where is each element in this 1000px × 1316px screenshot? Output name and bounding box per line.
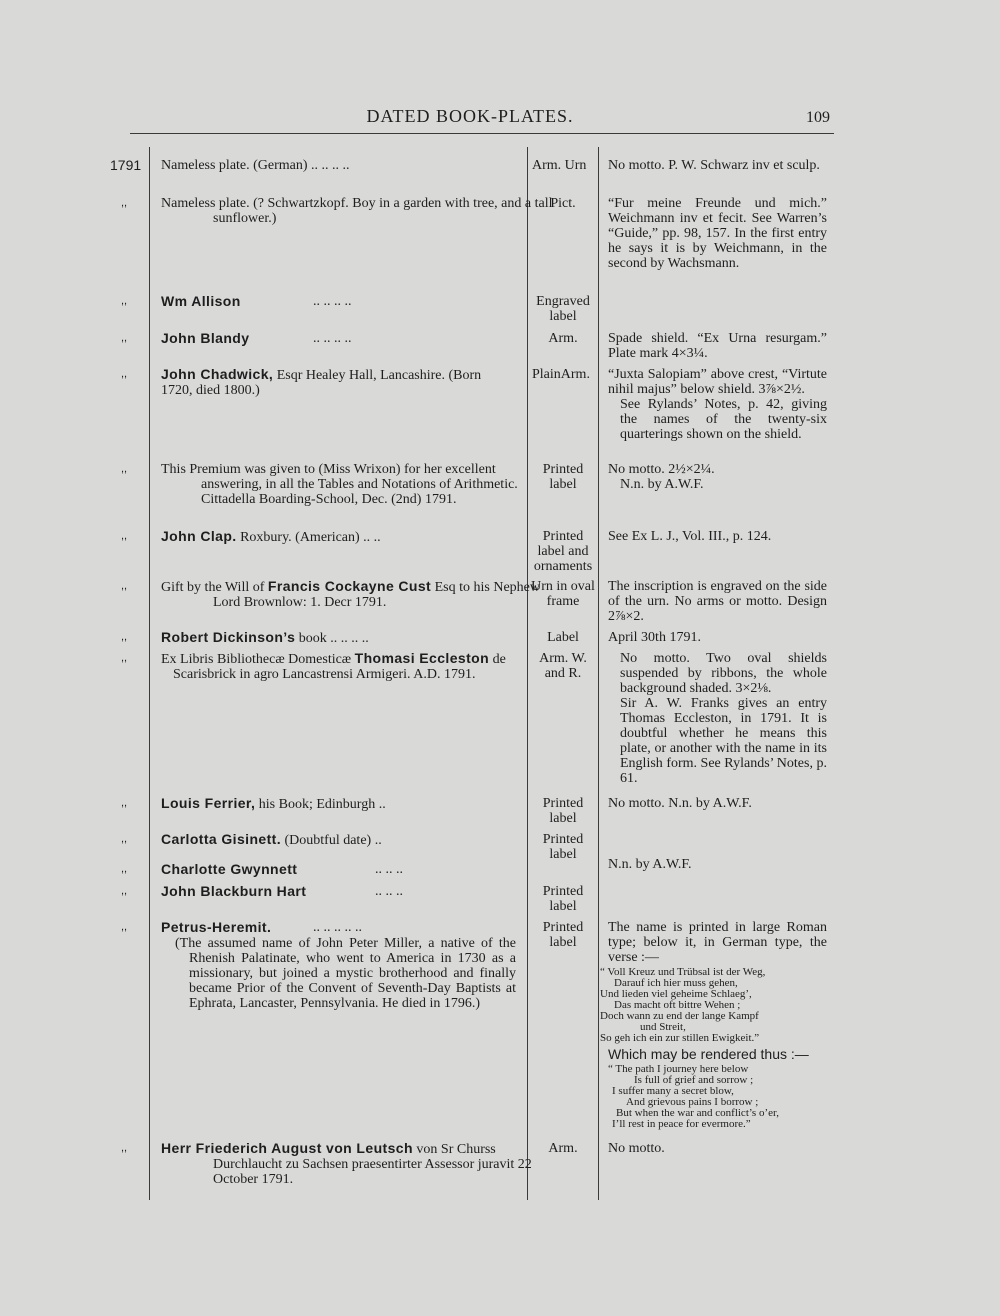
entry-detail: (The assumed name of John Peter Miller, a native of the Rhenish Palatinate, who went to America in 1730 as a missionary, but joined a mystic brotherhood and finally became Prior of the Convent of Seventh-Day Baptists at Ephrata, Lancaster, Pennsylvania. He died in 1796.) — [175, 936, 516, 1011]
leader-dots: .. .. .. .. — [313, 294, 352, 309]
german-verse — [600, 967, 827, 1044]
entry-notes: N.n. by A.W.F. — [608, 857, 692, 872]
entry-style: Printed label and ornaments — [533, 529, 593, 574]
entry-description — [161, 651, 528, 682]
ditto-mark: ,, — [121, 295, 128, 307]
verse-line: I’ll rest in peace for evermore.” — [612, 1118, 751, 1130]
entry-style: Printed label — [542, 796, 584, 826]
page-number: 109 — [806, 109, 830, 126]
entry-detail: book .. .. .. .. — [298, 631, 369, 646]
ditto-mark: ,, — [121, 921, 128, 933]
entry-notes: No motto. P. W. Schwarz inv et sculp. — [608, 158, 820, 173]
entry-description: Nameless plate. (? Schwartzkopf. Boy in a garden with tree, and a tall sunflower.) — [161, 196, 553, 226]
entry-style: Arm. W. and R. — [539, 651, 587, 681]
entry-description — [161, 331, 516, 347]
ditto-mark: ,, — [121, 1142, 128, 1154]
column-rule-3 — [598, 147, 599, 1200]
running-title: DATED BOOK-PLATES. — [366, 106, 574, 126]
verse-line: Is full of grief and sorrow ; — [634, 1074, 754, 1086]
entry-style: Printed label — [542, 462, 584, 492]
entry-notes: See Ex L. J., Vol. III., p. 124. — [608, 529, 772, 544]
owner-name: Charlotte Gwynnett — [161, 861, 298, 877]
owner-name: Robert Dickinson’s — [161, 629, 296, 645]
entry-description — [161, 832, 516, 848]
entry-notes — [608, 367, 827, 442]
verse-line: Und lieden viel geheime Schlaeg’, — [600, 988, 752, 1000]
verse-line: I suffer many a secret blow, — [612, 1085, 734, 1097]
entry-notes — [608, 651, 827, 786]
ditto-mark: ,, — [121, 332, 128, 344]
verse-line: Doch wann zu end der lange Kampf — [600, 1010, 759, 1022]
owner-name: Francis Cockayne Cust — [267, 578, 432, 594]
verse-line: And grievous pains I borrow ; — [626, 1096, 759, 1108]
entry-style: Printed label — [542, 884, 584, 914]
entry-style: Printed label — [542, 920, 584, 950]
entry-prefix: Ex Libris Bibliothecæ Domesticæ — [161, 652, 352, 667]
entry-style: Pict. — [550, 196, 576, 211]
entry-detail: (Doubtful date) .. — [284, 833, 382, 848]
entry-description: This Premium was given to (Miss Wrixon) for her excellent answering, in all the Tables and Notations of Arithmetic. Cittadella Boarding-School, Dec. (2nd) 1791. — [161, 462, 518, 507]
owner-name: Louis Ferrier, — [161, 795, 256, 811]
entry-description — [161, 579, 568, 610]
entry-notes: The inscription is engraved on the side of the urn. No arms or motto. Design 2⅞×2. — [608, 579, 827, 624]
verse-line: “ Voll Kreuz und Trübsal ist der Weg, — [600, 966, 766, 978]
notes-line: Sir A. W. Franks gives an entry Thomas Eccleston, in 1791. It is doubtful whether he means this plate, or another with the name in its English form. See Rylands’ Notes, p. 61. — [620, 696, 827, 786]
entry-notes: “Fur meine Freunde und mich.” Weichmann inv et fecit. See Warren’s “Guide,” pp. 98, 157. In the first entry he says it is by Weichmann, in the second by Wachsmann. — [608, 196, 827, 271]
owner-name: John Blackburn Hart — [161, 883, 307, 899]
leader-dots: .. .. .. — [375, 862, 403, 877]
owner-name: John Blandy — [161, 330, 250, 346]
ditto-mark: ,, — [121, 580, 128, 592]
ditto-mark: ,, — [121, 885, 128, 897]
entry-description — [161, 1141, 568, 1187]
entry-style: Printed label — [542, 832, 584, 862]
entry-notes — [608, 462, 827, 492]
entry-style: Engraved label — [536, 294, 590, 324]
entry-style: PlainArm. — [532, 367, 590, 382]
verse-line: So geh ich ein zur stillen Ewigkeit.” — [600, 1032, 760, 1044]
notes-line: The name is printed in large Roman type; below it, in German type, the verse :— — [608, 920, 827, 965]
entry-notes: April 30th 1791. — [608, 630, 701, 645]
verse-line: “ The path I journey here below — [608, 1063, 749, 1075]
ditto-mark: ,, — [121, 197, 128, 209]
entry-detail: Esqr Healey Hall, Lancashire. (Born 1720, died 1800.) — [161, 368, 482, 398]
entry-style: Arm. — [548, 1141, 578, 1156]
ditto-mark: ,, — [121, 368, 128, 380]
entry-detail: Esq to his Nephew Lord Brownlow: 1. Decr 1791. — [213, 580, 541, 610]
owner-name: Thomasi Eccleston — [354, 650, 490, 666]
notes-line: See Rylands’ Notes, p. 42, giving the names of the twenty-six quarterings shown on the shield. — [620, 397, 827, 442]
owner-name: Petrus-Heremit. — [161, 919, 272, 935]
entry-prefix: Gift by the Will of — [161, 580, 265, 595]
ditto-mark: ,, — [121, 463, 128, 475]
notes-line: Which may be rendered thus :— — [608, 1046, 809, 1062]
entry-description — [161, 529, 516, 545]
ditto-mark: ,, — [121, 833, 128, 845]
entry-style: Urn in oval frame — [531, 579, 595, 609]
notes-line: “Juxta Salopiam” above crest, “Virtute nihil majus” below shield. 3⅞×2½. — [608, 367, 827, 397]
entry-detail: Roxbury. (American) .. .. — [240, 530, 381, 545]
header-rule — [130, 133, 834, 134]
ditto-mark: ,, — [121, 863, 128, 875]
verse-line: und Streit, — [640, 1021, 686, 1033]
entry-notes: No motto. — [608, 1141, 665, 1156]
entry-style: Label — [547, 630, 579, 645]
entry-notes: Spade shield. “Ex Urna resurgam.” Plate mark 4×3¼. — [608, 331, 827, 361]
entry-description — [161, 796, 516, 812]
notes-line: No motto. Two oval shields suspended by ribbons, the whole background shaded. 3×2⅛. — [620, 651, 827, 696]
notes-line: No motto. 2½×2¼. — [608, 462, 715, 477]
leader-dots: .. .. .. — [375, 884, 403, 899]
entry-description: Nameless plate. (German) .. .. .. .. — [161, 158, 350, 173]
entry-notes — [600, 920, 827, 1130]
ditto-mark: ,, — [121, 530, 128, 542]
notes-line: N.n. by A.W.F. — [620, 477, 704, 492]
year-cell: 1791 — [110, 157, 142, 173]
entry-style: Arm. Urn — [532, 158, 587, 173]
ditto-mark: ,, — [121, 797, 128, 809]
entry-description — [161, 884, 516, 900]
owner-name: John Clap. — [161, 528, 237, 544]
entry-notes: No motto. N.n. by A.W.F. — [608, 796, 752, 811]
verse-line: Darauf ich hier muss gehen, — [614, 977, 738, 989]
ditto-mark: ,, — [121, 652, 128, 664]
entry-description — [161, 294, 516, 310]
entry-detail: his Book; Edinburgh .. — [258, 797, 386, 812]
entry-detail: de Scarisbrick in agro Lancastrensi Armigeri. A.D. 1791. — [173, 652, 506, 682]
entry-description — [161, 630, 516, 646]
ditto-mark: ,, — [121, 631, 128, 643]
entry-description — [161, 920, 516, 1011]
entry-style: Arm. — [548, 331, 578, 346]
leader-dots: .. .. .. .. — [313, 331, 352, 346]
verse-line: But when the war and conflict’s o’er, — [616, 1107, 779, 1119]
entry-description — [161, 862, 516, 878]
owner-name: Carlotta Gisinett. — [161, 831, 281, 847]
entry-detail: von Sr Churss Durchlaucht zu Sachsen praesentirter Assessor juravit 22 October 1791. — [213, 1142, 532, 1187]
verse-line: Das macht oft bittre Wehen ; — [614, 999, 741, 1011]
leader-dots: .. .. .. .. .. — [313, 920, 362, 935]
owner-name: Wm Allison — [161, 293, 241, 309]
owner-name: Herr Friederich August von Leutsch — [161, 1140, 413, 1156]
english-verse — [608, 1064, 827, 1130]
owner-name: John Chadwick, — [161, 366, 274, 382]
entry-description — [161, 367, 516, 398]
